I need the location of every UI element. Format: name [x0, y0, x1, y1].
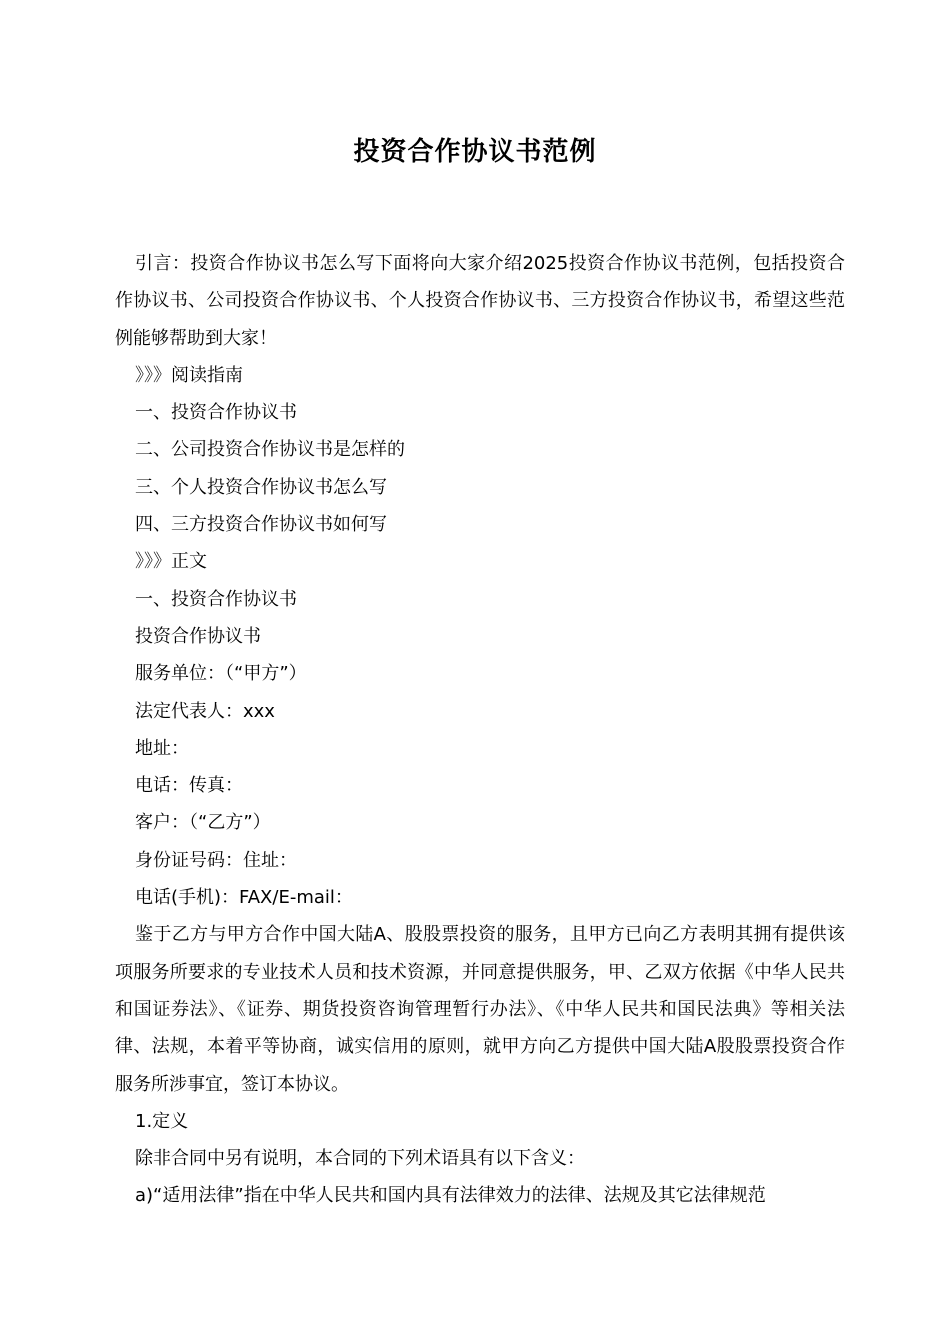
guide-item: 三、个人投资合作协议书怎么写 [135, 476, 387, 498]
preamble-paragraph: 鉴于乙方与甲方合作中国大陆A、股股票投资的服务，且甲方已向乙方表明其拥有提供该项服务所要求的专业技术人员和技术资源，并同意提供服务，甲、乙双方依据《中华人民共和国证券法》、《证券、期货投资咨询管理暂行办法》、《中华人民共和国民法典》等相关法律、法规，本着平等协商，诚实信用的原则，就甲方向乙方提供中国大陆A股股票投资合作服务所涉事宜，签订本协议。 [115, 924, 845, 1095]
main-heading: 》》》正文 [135, 551, 207, 573]
guide-item: 一、投资合作协议书 [135, 402, 297, 424]
document-body [115, 245, 845, 1215]
document-title: 投资合作协议书范例 [353, 137, 597, 167]
field-service-unit: 服务单位：（“甲方”） [135, 663, 307, 685]
field-mobile-email: 电话(手机)：FAX/E-mail： [135, 887, 353, 909]
section-heading: 一、投资合作协议书 [135, 588, 297, 610]
field-client: 客户：（“乙方”） [135, 812, 271, 834]
field-legal-representative: 法定代表人：xxx [135, 700, 275, 722]
intro-paragraph: 引言：投资合作协议书怎么写下面将向大家介绍2025投资合作协议书范例，包括投资合作协议书、公司投资合作协议书、个人投资合作协议书、三方投资合作协议书，希望这些范例能够帮助到大家！ [115, 253, 845, 349]
guide-item: 二、公司投资合作协议书是怎样的 [135, 439, 405, 461]
definition-heading: 1.定义 [135, 1110, 189, 1132]
field-phone-fax: 电话：传真： [135, 775, 243, 797]
field-address: 地址： [135, 737, 189, 759]
definition-intro: 除非合同中另有说明，本合同的下列术语具有以下含义： [135, 1148, 585, 1170]
field-id-address: 身份证号码：住址： [135, 849, 297, 871]
definition-item-a: a)“适用法律”指在中华人民共和国内具有法律效力的法律、法规及其它法律规范 [135, 1185, 766, 1207]
guide-heading: 》》》阅读指南 [135, 364, 243, 386]
agreement-title: 投资合作协议书 [135, 625, 261, 647]
guide-item: 四、三方投资合作协议书如何写 [135, 514, 387, 536]
